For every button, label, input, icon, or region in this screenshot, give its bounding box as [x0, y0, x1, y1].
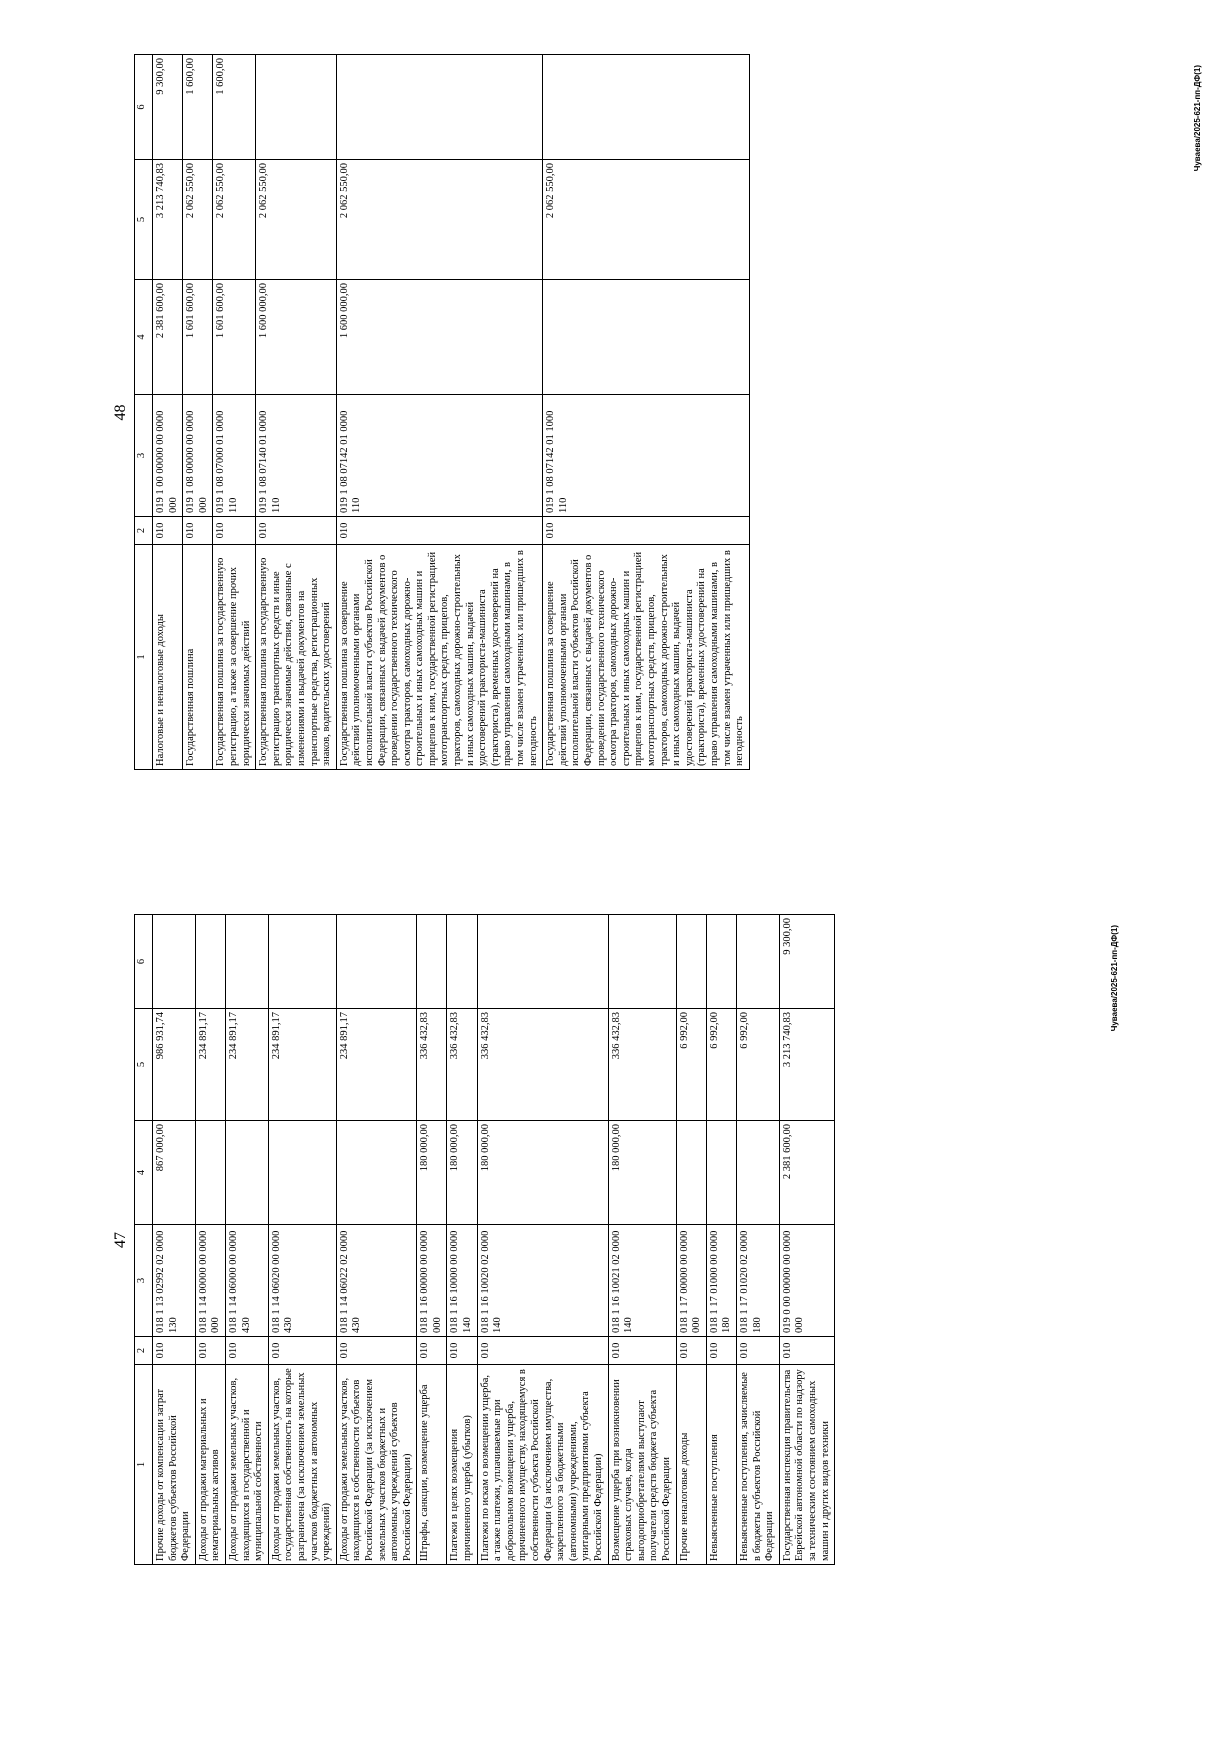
amount-col6-cell: [256, 55, 337, 160]
budget-code-cell: 018 1 17 00000 00 0000 000: [676, 1225, 706, 1337]
amount-col6-cell: [336, 55, 543, 160]
table-header-row: [135, 915, 153, 1565]
table-row: [477, 915, 608, 1565]
table-row: [225, 915, 268, 1565]
admin-code-cell: 010: [779, 1337, 834, 1365]
admin-code-cell: 010: [417, 1337, 447, 1365]
column-header: 3: [135, 395, 153, 517]
planned-amount-cell: 180 000,00: [417, 1121, 447, 1225]
budget-code-cell: 018 1 17 01000 00 0000 180: [706, 1225, 736, 1337]
amount-col6-cell: [676, 915, 706, 1009]
planned-amount-cell: 2 381 600,00: [779, 1121, 834, 1225]
planned-amount-cell: [195, 1121, 225, 1225]
revenue-name-cell: Платежи по искам о возмещении ущерба, а также платежи, уплачиваемые при добровольном возмещении ущерба, причиненного имуществу, находящемуся в собственности субъекта Российской Федерации (за исключением имущества, закрепленного за бюджетными (автономными) учреждениями, унитарными предприятиями субъекта Российской Федерации): [477, 1365, 608, 1565]
table-row: [195, 915, 225, 1565]
revenue-name-cell: Государственная пошлина за совершение действий уполномоченными органами исполнительной власти субъектов Российской Федерации, связанных с выдачей документов о проведении государственного технического осмотра тракторов, самоходных дорожно-строительных и иных самоходных машин и прицепов к ним, государственной регистрацией мототранспортных средств, прицепов, тракторов, самоходных дорожно-строительных и иных самоходных машин, выдачей удостоверений тракториста-машиниста (тракториста), временных удостоверений на право управления самоходными машинами, в том числе взамен утраченных или пришедших в негодность: [543, 545, 750, 770]
column-header: 4: [135, 1121, 153, 1225]
admin-code-cell: 010: [225, 1337, 268, 1365]
actual-amount-cell: 336 432,83: [417, 1009, 447, 1121]
revenue-name-cell: Штрафы, санкции, возмещение ущерба: [417, 1365, 447, 1565]
amount-col6-cell: [268, 915, 336, 1009]
column-header: 5: [135, 1009, 153, 1121]
revenue-name-cell: Доходы от продажи материальных и нематериальных активов: [195, 1365, 225, 1565]
actual-amount-cell: 234 891,17: [225, 1009, 268, 1121]
amount-col6-cell: [608, 915, 676, 1009]
revenue-table: [134, 914, 835, 1565]
budget-code-cell: 018 1 14 00000 00 0000 000: [195, 1225, 225, 1337]
planned-amount-cell: 1 601 600,00: [183, 280, 213, 395]
table-row: [153, 55, 183, 770]
actual-amount-cell: 234 891,17: [268, 1009, 336, 1121]
admin-code-cell: 010: [153, 1337, 196, 1365]
revenue-name-cell: Прочие неналоговые доходы: [676, 1365, 706, 1565]
planned-amount-cell: 2 381 600,00: [153, 280, 183, 395]
table-header-row: [135, 55, 153, 770]
planned-amount-cell: 1 601 600,00: [213, 280, 256, 395]
planned-amount-cell: 180 000,00: [608, 1121, 676, 1225]
budget-code-cell: 018 1 14 06000 00 0000 430: [225, 1225, 268, 1337]
revenue-name-cell: Государственная пошлина за государственную регистрацию транспортных средств и иные юридически значимые действия, связанные с изменениями и выдачей документов на транспортные средства, регистрационных знаков, водительских удостоверений: [256, 545, 337, 770]
admin-code-cell: 010: [543, 517, 750, 545]
revenue-name-cell: Возмещение ущерба при возникновении страховых случаев, когда выгодоприобретателями выступают получатели средств бюджета субъекта Российской Федерации: [608, 1365, 676, 1565]
budget-code-cell: 019 1 08 07140 01 0000 110: [256, 395, 337, 517]
actual-amount-cell: 3 213 740,83: [779, 1009, 834, 1121]
budget-code-cell: 019 1 00 00000 00 0000 000: [153, 395, 183, 517]
page-number: 48: [112, 404, 129, 421]
revenue-name-cell: Государственная пошлина: [183, 545, 213, 770]
actual-amount-cell: 336 432,83: [447, 1009, 477, 1121]
revenue-name-cell: Невыясненные поступления: [706, 1365, 736, 1565]
budget-code-cell: 018 1 17 01020 02 0000 180: [736, 1225, 779, 1337]
budget-code-cell: 019 1 08 07142 01 0000 110: [336, 395, 543, 517]
amount-col6-cell: [336, 915, 417, 1009]
table-row: [676, 915, 706, 1565]
actual-amount-cell: 2 062 550,00: [336, 160, 543, 280]
amount-col6-cell: 9 300,00: [779, 915, 834, 1009]
table-row: [736, 915, 779, 1565]
revenue-name-cell: Невыясненные поступления, зачисляемые в бюджеты субъектов Российской Федерации: [736, 1365, 779, 1565]
budget-code-cell: 019 1 08 00000 00 0000 000: [183, 395, 213, 517]
revenue-name-cell: Доходы от продажи земельных участков, находящихся в собственности субъектов Российской Федерации (за исключением земельных участков бюджетных и автономных учреждений субъектов Российской Федерации): [336, 1365, 417, 1565]
admin-code-cell: 010: [268, 1337, 336, 1365]
amount-col6-cell: [417, 915, 447, 1009]
actual-amount-cell: 2 062 550,00: [256, 160, 337, 280]
page-48: [110, 55, 1205, 770]
amount-col6-cell: [195, 915, 225, 1009]
actual-amount-cell: 336 432,83: [608, 1009, 676, 1121]
actual-amount-cell: 336 432,83: [477, 1009, 608, 1121]
document-code: Чуваева/2025-621-пп-ДФ(1): [1193, 65, 1202, 172]
admin-code-cell: 010: [153, 517, 183, 545]
planned-amount-cell: [225, 1121, 268, 1225]
document-code: Чуваева/2025-621-пп-ДФ(1): [1110, 925, 1119, 1032]
actual-amount-cell: 986 931,74: [153, 1009, 196, 1121]
planned-amount-cell: 180 000,00: [477, 1121, 608, 1225]
amount-col6-cell: [477, 915, 608, 1009]
amount-col6-cell: 9 300,00: [153, 55, 183, 160]
column-header: 3: [135, 1225, 153, 1337]
amount-col6-cell: [225, 915, 268, 1009]
admin-code-cell: 010: [256, 517, 337, 545]
planned-amount-cell: 180 000,00: [447, 1121, 477, 1225]
budget-code-cell: 018 1 16 10021 02 0000 140: [608, 1225, 676, 1337]
revenue-name-cell: Государственная пошлина за совершение действий уполномоченными органами исполнительной власти субъектов Российской Федерации, связанных с выдачей документов о проведении государственного технического осмотра тракторов, самоходных дорожно-строительных и иных самоходных машин и прицепов к ним, государственной регистрацией мототранспортных средств, прицепов, тракторов, самоходных дорожно-строительных и иных самоходных машин, выдачей удостоверений тракториста-машиниста (тракториста), временных удостоверений на право управления самоходными машинами, в том числе взамен утраченных или пришедших в негодность: [336, 545, 543, 770]
column-header: 6: [135, 915, 153, 1009]
admin-code-cell: 010: [736, 1337, 779, 1365]
planned-amount-cell: [736, 1121, 779, 1225]
page-47: [110, 915, 1120, 1565]
planned-amount-cell: [706, 1121, 736, 1225]
admin-code-cell: 010: [706, 1337, 736, 1365]
revenue-name-cell: Платежи в целях возмещения причиненного ущерба (убытков): [447, 1365, 477, 1565]
revenue-name-cell: Налоговые и неналоговые доходы: [153, 545, 183, 770]
planned-amount-cell: 1 600 000,00: [256, 280, 337, 395]
planned-amount-cell: 867 000,00: [153, 1121, 196, 1225]
table-row: [336, 55, 543, 770]
budget-code-cell: 019 0 00 00000 00 0000 000: [779, 1225, 834, 1337]
planned-amount-cell: [268, 1121, 336, 1225]
table-row: [256, 55, 337, 770]
revenue-name-cell: Государственная пошлина за государственную регистрацию, а также за совершение прочих юридически значимых действий: [213, 545, 256, 770]
budget-code-cell: 018 1 13 02992 02 0000 130: [153, 1225, 196, 1337]
table-row: [268, 915, 336, 1565]
planned-amount-cell: [676, 1121, 706, 1225]
table-row: [706, 915, 736, 1565]
budget-code-cell: 018 1 14 06020 00 0000 430: [268, 1225, 336, 1337]
revenue-name-cell: Государственная инспекция правительства Еврейской автономной области по надзору за техническим состоянием самоходных машин и других видов техники: [779, 1365, 834, 1565]
column-header: 1: [135, 545, 153, 770]
column-header: 2: [135, 517, 153, 545]
amount-col6-cell: 1 600,00: [213, 55, 256, 160]
amount-col6-cell: [706, 915, 736, 1009]
revenue-name-cell: Доходы от продажи земельных участков, находящихся в государственной и муниципальной собственности: [225, 1365, 268, 1565]
amount-col6-cell: 1 600,00: [183, 55, 213, 160]
admin-code-cell: 010: [183, 517, 213, 545]
table-row: [779, 915, 834, 1565]
table-row: [608, 915, 676, 1565]
admin-code-cell: 010: [447, 1337, 477, 1365]
table-row: [336, 915, 417, 1565]
column-header: 1: [135, 1365, 153, 1565]
actual-amount-cell: 2 062 550,00: [213, 160, 256, 280]
planned-amount-cell: 1 600 000,00: [336, 280, 543, 395]
actual-amount-cell: 6 992,00: [736, 1009, 779, 1121]
admin-code-cell: 010: [608, 1337, 676, 1365]
admin-code-cell: 010: [213, 517, 256, 545]
actual-amount-cell: 234 891,17: [336, 1009, 417, 1121]
actual-amount-cell: 3 213 740,83: [153, 160, 183, 280]
actual-amount-cell: 2 062 550,00: [543, 160, 750, 280]
planned-amount-cell: [543, 280, 750, 395]
column-header: 5: [135, 160, 153, 280]
admin-code-cell: 010: [195, 1337, 225, 1365]
actual-amount-cell: 234 891,17: [195, 1009, 225, 1121]
admin-code-cell: 010: [336, 1337, 417, 1365]
budget-code-cell: 019 1 08 07142 01 1000 110: [543, 395, 750, 517]
amount-col6-cell: [447, 915, 477, 1009]
amount-col6-cell: [153, 915, 196, 1009]
amount-col6-cell: [543, 55, 750, 160]
table-row: [213, 55, 256, 770]
budget-code-cell: 018 1 16 10020 02 0000 140: [477, 1225, 608, 1337]
amount-col6-cell: [736, 915, 779, 1009]
budget-code-cell: 018 1 14 06022 02 0000 430: [336, 1225, 417, 1337]
actual-amount-cell: 6 992,00: [676, 1009, 706, 1121]
table-row: [447, 915, 477, 1565]
table-row: [417, 915, 447, 1565]
column-header: 4: [135, 280, 153, 395]
budget-code-cell: 018 1 16 00000 00 0000 000: [417, 1225, 447, 1337]
actual-amount-cell: 6 992,00: [706, 1009, 736, 1121]
budget-code-cell: 019 1 08 07000 01 0000 110: [213, 395, 256, 517]
table-row: [543, 55, 750, 770]
revenue-name-cell: Прочие доходы от компенсации затрат бюджетов субъектов Российской Федерации: [153, 1365, 196, 1565]
admin-code-cell: 010: [676, 1337, 706, 1365]
actual-amount-cell: 2 062 550,00: [183, 160, 213, 280]
revenue-table: [134, 54, 750, 770]
table-row: [183, 55, 213, 770]
admin-code-cell: 010: [477, 1337, 608, 1365]
admin-code-cell: 010: [336, 517, 543, 545]
revenue-name-cell: Доходы от продажи земельных участков, государственная собственность на которые разграничена (за исключением земельных участков бюджетных и автономных учреждений): [268, 1365, 336, 1565]
page-number: 47: [112, 1232, 129, 1248]
column-header: 2: [135, 1337, 153, 1365]
planned-amount-cell: [336, 1121, 417, 1225]
column-header: 6: [135, 55, 153, 160]
budget-code-cell: 018 1 16 10000 00 0000 140: [447, 1225, 477, 1337]
table-row: [153, 915, 196, 1565]
